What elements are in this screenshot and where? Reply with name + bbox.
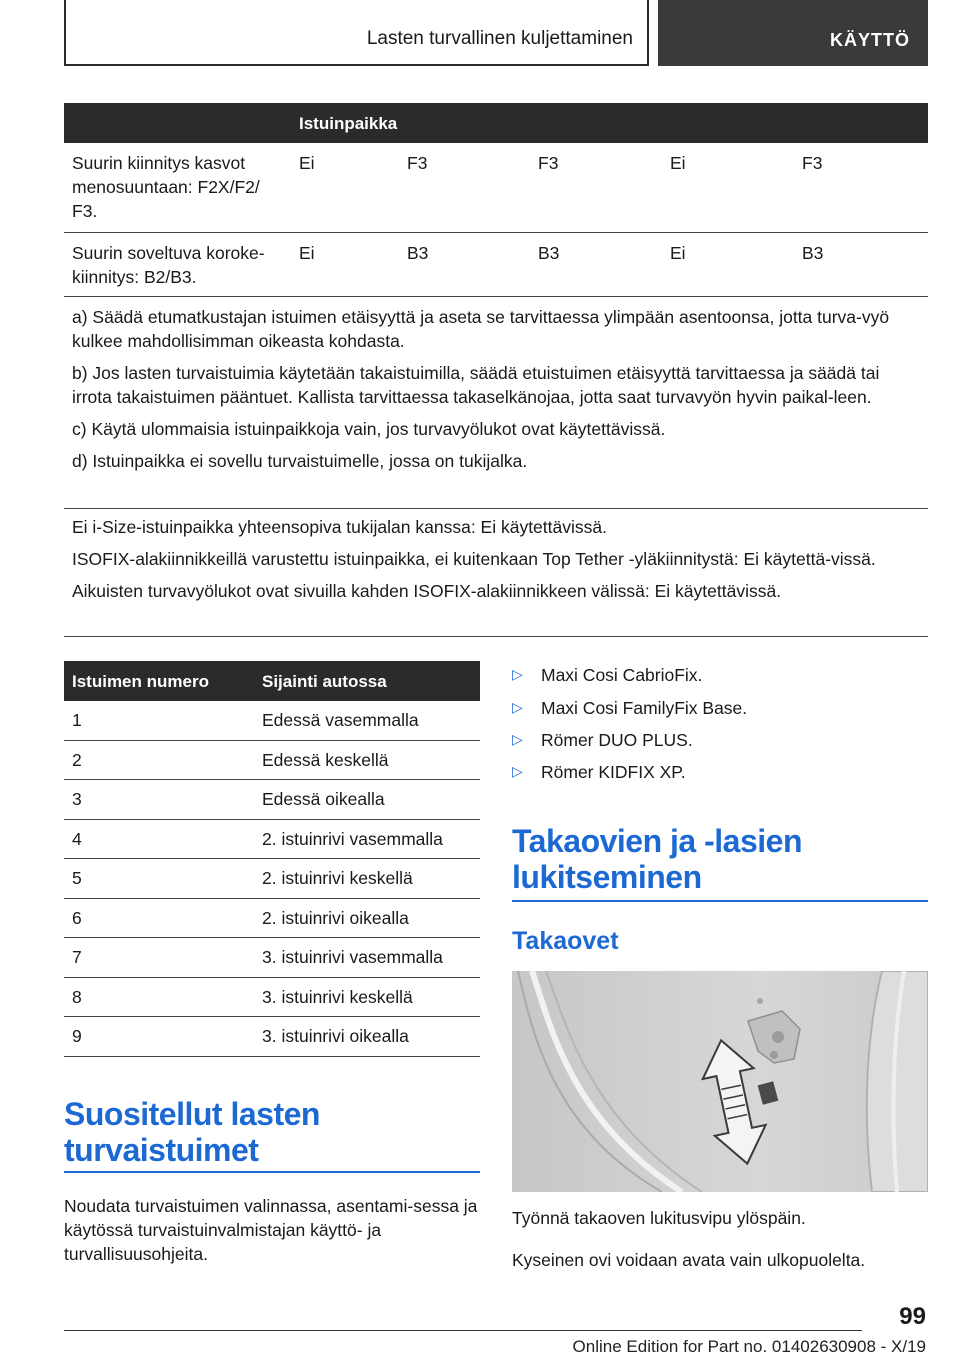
table-cell: Ei: [670, 153, 686, 173]
list-item-text: Maxi Cosi CabrioFix.: [541, 665, 703, 685]
table-cell: F3: [538, 153, 559, 173]
table-row: [64, 233, 928, 297]
table-cell: B3: [538, 243, 560, 263]
seat-position-table-header: [64, 103, 928, 143]
heading-rule: [512, 900, 928, 902]
seat-number: 8: [72, 986, 82, 1007]
rear-doors-heading: [512, 823, 802, 895]
seat-location: Edessä keskellä: [262, 749, 389, 770]
table-cell: F3: [802, 153, 823, 173]
seat-number: 5: [72, 868, 82, 888]
row-label: Suurin soveltuva koroke-kiinnitys: B2/B3.: [72, 243, 265, 287]
heading-line: Takaovien ja -lasien: [512, 823, 802, 859]
footer-rule: [64, 1330, 862, 1331]
heading-line: lukitseminen: [512, 859, 702, 895]
table-row: [64, 938, 480, 978]
recommended-heading: [64, 1096, 320, 1168]
table-row: [64, 820, 480, 860]
seat-number-table-header: [64, 661, 480, 701]
seat-location: 3. istuinrivi vasemmalla: [262, 947, 443, 967]
table-row: [64, 741, 480, 781]
list-item-text: Römer KIDFIX XP.: [541, 762, 686, 782]
table-row: [64, 780, 480, 820]
seat-number: 9: [72, 1026, 82, 1046]
door-lock-illustration: [512, 971, 928, 1192]
triangle-bullet-icon: ▷: [512, 731, 523, 747]
table-cell: B3: [407, 243, 429, 263]
table-row: [64, 1017, 480, 1057]
triangle-bullet-icon: ▷: [512, 763, 523, 779]
seat-location: Edessä oikealla: [262, 789, 385, 809]
table-row: [64, 859, 480, 899]
triangle-bullet-icon: ▷: [512, 699, 523, 715]
rear-doors-text: Kyseinen ovi voidaan avata vain ulkopuolelta.: [512, 1250, 866, 1270]
triangle-bullet-icon: ▷: [512, 666, 523, 682]
column-header: Istuimen numero: [72, 672, 209, 691]
rear-doors-subheading: Takaovet: [512, 927, 619, 955]
column-header: Sijainti autossa: [262, 672, 387, 691]
seat-number: 1: [72, 710, 82, 730]
seat-number: 6: [72, 907, 82, 928]
chapter-title: KÄYTTÖ: [830, 30, 910, 50]
table-notes: [64, 515, 928, 637]
heading-line: Suositellut lasten: [64, 1096, 320, 1132]
seat-location: 3. istuinrivi oikealla: [262, 1026, 409, 1046]
image-caption: Työnnä takaoven lukitusvipu ylöspäin.: [512, 1208, 806, 1228]
recommended-text: Noudata turvaistuimen valinnassa, asentami-sessa ja käytössä turvaistuinvalmistajan käyttö- ja turvallisuusohjeita.: [64, 1196, 478, 1264]
table-header-label: Istuinpaikka: [299, 114, 398, 133]
footnote: b) Jos lasten turvaistuimia käytetään takaistuimilla, säädä etuistuimen etäisyyttä tarvittaessa ja säädä tai irrota takaistuimen pääntuet. Kallista tarvittaessa takaselkänojaa, jotta saat turvavyön hyvin paikal-leen.: [72, 363, 880, 407]
table-footnotes: [64, 305, 928, 509]
seat-number: 7: [72, 947, 82, 967]
table-cell: F3: [407, 153, 428, 173]
footnote: d) Istuinpaikka ei sovellu turvaistuimelle, jossa on tukijalka.: [72, 451, 528, 471]
header-chapter-box: [658, 0, 928, 66]
door-lock-image: [512, 971, 928, 1192]
section-title: Lasten turvallinen kuljettaminen: [366, 28, 633, 49]
table-cell: B3: [802, 243, 824, 263]
footnote: c) Käytä ulommaisia istuinpaikkoja vain, jos turvavyölukot ovat käytettävissä.: [72, 419, 666, 439]
heading-line: turvaistuimet: [64, 1132, 259, 1168]
table-row: [64, 899, 480, 939]
list-item-text: Römer DUO PLUS.: [541, 730, 693, 750]
table-row: [64, 143, 928, 233]
note: Aikuisten turvavyölukot ovat sivuilla kahden ISOFIX-alakiinnikkeen välissä: Ei käytettävissä.: [72, 581, 782, 601]
heading-rule: [64, 1171, 480, 1173]
list-item-text: Maxi Cosi FamilyFix Base.: [541, 698, 748, 718]
page-number: 99: [899, 1303, 926, 1330]
footnote: a) Säädä etumatkustajan istuimen etäisyyttä ja aseta se tarvittaessa ylimpään asentoonsa, jotta turva-vyö kulkee mahdollisimman oikeasta kohdasta.: [72, 307, 890, 351]
footer-edition: Online Edition for Part no. 01402630908 - X/19: [572, 1337, 926, 1356]
note: ISOFIX-alakiinnikkeillä varustettu istuinpaikka, ei kuitenkaan Top Tether -yläkiinnitystä: Ei käytettä-vissä.: [72, 549, 876, 569]
seat-number: 2: [72, 749, 82, 770]
header-section-box: [64, 0, 649, 66]
seat-location: 2. istuinrivi oikealla: [262, 907, 409, 928]
seat-number: 3: [72, 789, 82, 809]
seat-location: 2. istuinrivi keskellä: [262, 868, 413, 888]
seat-location: Edessä vasemmalla: [262, 710, 419, 730]
table-cell: Ei: [670, 243, 686, 263]
row-label: Suurin kiinnitys kasvot menosuuntaan: F2X/F2/ F3.: [72, 153, 260, 221]
table-cell: Ei: [299, 153, 315, 173]
table-cell: Ei: [299, 243, 315, 263]
note: Ei i-Size-istuinpaikka yhteensopiva tukijalan kanssa: Ei käytettävissä.: [72, 517, 607, 537]
table-row: [64, 701, 480, 741]
seat-location: 3. istuinrivi keskellä: [262, 986, 413, 1007]
seat-location: 2. istuinrivi vasemmalla: [262, 828, 443, 849]
table-row: [64, 978, 480, 1018]
seat-number: 4: [72, 828, 82, 849]
